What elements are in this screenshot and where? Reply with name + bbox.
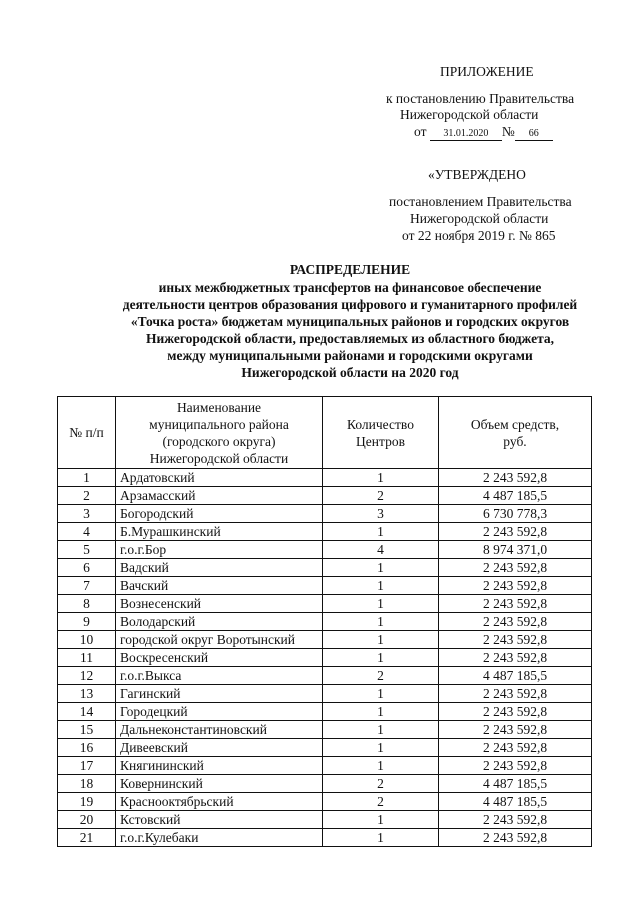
table-row [58, 739, 592, 757]
row-funds-amount: 2 243 592,8 [439, 577, 592, 595]
header-name-line: Наименование [176, 399, 262, 415]
table-body [58, 469, 592, 847]
row-district-name: Вачский [116, 577, 323, 595]
heading-line-2: деятельности центров образования цифрового и гуманитарного профилей [122, 297, 578, 312]
row-district-name: Вадский [116, 559, 323, 577]
row-number: 10 [58, 631, 116, 649]
row-number: 2 [58, 487, 116, 505]
row-funds-amount: 4 487 185,5 [439, 775, 592, 793]
row-funds-amount: 2 243 592,8 [439, 703, 592, 721]
row-funds-amount: 2 243 592,8 [439, 613, 592, 631]
header-name-line: (городского округа) [162, 433, 276, 449]
distribution-table [57, 396, 592, 847]
approved-line2: Нижегородской области [410, 211, 549, 226]
row-centers-count: 1 [323, 721, 439, 739]
row-centers-count: 1 [323, 811, 439, 829]
row-district-name: Дивеевский [116, 739, 323, 757]
from-label: от [414, 124, 427, 139]
row-centers-count: 1 [323, 739, 439, 757]
row-centers-count: 2 [323, 667, 439, 685]
header-count-line: Центров [356, 433, 405, 449]
decree-number: 66 [515, 128, 553, 141]
header-name [116, 397, 323, 469]
row-funds-amount: 2 243 592,8 [439, 559, 592, 577]
table-row [58, 703, 592, 721]
row-number: 15 [58, 721, 116, 739]
row-number: 6 [58, 559, 116, 577]
row-district-name: г.о.г.Выкса [116, 667, 323, 685]
table-row [58, 667, 592, 685]
row-district-name: Вознесенский [116, 595, 323, 613]
table-row [58, 613, 592, 631]
appendix-line1: к постановлению Правительства [386, 91, 575, 106]
row-district-name: г.о.г.Бор [116, 541, 323, 559]
row-district-name: Княгининский [116, 757, 323, 775]
table-row [58, 577, 592, 595]
heading-line-5: между муниципальными районами и городскими округами [167, 348, 533, 363]
table-row [58, 541, 592, 559]
heading-line-3: «Точка роста» бюджетам муниципальных районов и городских округов [130, 314, 570, 329]
row-number: 17 [58, 757, 116, 775]
table-row [58, 721, 592, 739]
table-row [58, 775, 592, 793]
row-number: 8 [58, 595, 116, 613]
row-number: 16 [58, 739, 116, 757]
row-number: 7 [58, 577, 116, 595]
header-name-line: муниципального района [149, 416, 289, 432]
header-sum-line: руб. [503, 433, 527, 449]
row-centers-count: 3 [323, 505, 439, 523]
row-centers-count: 1 [323, 685, 439, 703]
table-row [58, 505, 592, 523]
row-district-name: г.о.г.Кулебаки [116, 829, 323, 847]
header-num: № п/п [58, 397, 116, 469]
table-row [58, 829, 592, 847]
row-funds-amount: 6 730 778,3 [439, 505, 592, 523]
row-funds-amount: 4 487 185,5 [439, 487, 592, 505]
approved-line1: постановлением Правительства [389, 194, 572, 209]
row-funds-amount: 2 243 592,8 [439, 721, 592, 739]
row-centers-count: 4 [323, 541, 439, 559]
table-row [58, 685, 592, 703]
row-district-name: Гагинский [116, 685, 323, 703]
row-number: 1 [58, 469, 116, 487]
row-number: 3 [58, 505, 116, 523]
row-number: 20 [58, 811, 116, 829]
table-row [58, 631, 592, 649]
row-funds-amount: 4 487 185,5 [439, 793, 592, 811]
row-number: 12 [58, 667, 116, 685]
row-funds-amount: 8 974 371,0 [439, 541, 592, 559]
row-funds-amount: 2 243 592,8 [439, 469, 592, 487]
row-funds-amount: 2 243 592,8 [439, 649, 592, 667]
row-funds-amount: 2 243 592,8 [439, 739, 592, 757]
row-district-name: Володарский [116, 613, 323, 631]
row-district-name: Городецкий [116, 703, 323, 721]
row-district-name: Ардатовский [116, 469, 323, 487]
row-district-name: Богородский [116, 505, 323, 523]
row-centers-count: 2 [323, 775, 439, 793]
header-sum [439, 397, 592, 469]
row-funds-amount: 2 243 592,8 [439, 757, 592, 775]
row-centers-count: 1 [323, 631, 439, 649]
row-funds-amount: 2 243 592,8 [439, 685, 592, 703]
approved-title: «УТВЕРЖДЕНО [428, 167, 526, 182]
table-row [58, 487, 592, 505]
heading-line-1: иных межбюджетных трансфертов на финансовое обеспечение [158, 280, 542, 295]
header-count [323, 397, 439, 469]
heading-line-4: Нижегородской области, предоставляемых из областного бюджета, [145, 331, 555, 346]
approved-line3: от 22 ноября 2019 г. № 865 [402, 228, 556, 243]
row-district-name: Кстовский [116, 811, 323, 829]
row-number: 9 [58, 613, 116, 631]
heading-line-6: Нижегородской области на 2020 год [241, 365, 459, 380]
appendix-line2: Нижегородской области [400, 107, 539, 122]
row-centers-count: 2 [323, 793, 439, 811]
header-sum-line: Объем средств, [470, 416, 560, 432]
row-funds-amount: 2 243 592,8 [439, 631, 592, 649]
row-number: 19 [58, 793, 116, 811]
row-number: 14 [58, 703, 116, 721]
appendix-title: ПРИЛОЖЕНИЕ [440, 64, 534, 79]
table-row [58, 595, 592, 613]
row-centers-count: 1 [323, 757, 439, 775]
row-centers-count: 2 [323, 487, 439, 505]
row-centers-count: 1 [323, 577, 439, 595]
row-funds-amount: 2 243 592,8 [439, 811, 592, 829]
table-row [58, 649, 592, 667]
header-name-line: Нижегородской области [149, 450, 289, 466]
appendix-date-line [414, 124, 553, 141]
row-district-name: Арзамасский [116, 487, 323, 505]
row-funds-amount: 4 487 185,5 [439, 667, 592, 685]
row-funds-amount: 2 243 592,8 [439, 523, 592, 541]
row-centers-count: 1 [323, 523, 439, 541]
header-count-line: Количество [347, 416, 414, 432]
table-row [58, 469, 592, 487]
row-centers-count: 1 [323, 649, 439, 667]
distribution-title: РАСПРЕДЕЛЕНИЕ [289, 262, 411, 277]
row-number: 11 [58, 649, 116, 667]
row-number: 5 [58, 541, 116, 559]
table-header-row [58, 397, 592, 469]
row-funds-amount: 2 243 592,8 [439, 595, 592, 613]
number-label: № [501, 124, 515, 139]
row-number: 18 [58, 775, 116, 793]
row-district-name: Краснооктябрьский [116, 793, 323, 811]
row-number: 4 [58, 523, 116, 541]
row-centers-count: 1 [323, 829, 439, 847]
row-district-name: Ковернинский [116, 775, 323, 793]
table-row [58, 559, 592, 577]
decree-date: 31.01.2020 [430, 128, 502, 141]
row-centers-count: 1 [323, 469, 439, 487]
row-funds-amount: 2 243 592,8 [439, 829, 592, 847]
row-district-name: Дальнеконстантиновский [116, 721, 323, 739]
row-district-name: Б.Мурашкинский [116, 523, 323, 541]
table-row [58, 811, 592, 829]
row-centers-count: 1 [323, 703, 439, 721]
row-centers-count: 1 [323, 559, 439, 577]
row-district-name: городской округ Воротынский [116, 631, 323, 649]
table-row [58, 523, 592, 541]
row-centers-count: 1 [323, 595, 439, 613]
row-number: 21 [58, 829, 116, 847]
table-row [58, 757, 592, 775]
row-district-name: Воскресенский [116, 649, 323, 667]
row-centers-count: 1 [323, 613, 439, 631]
row-number: 13 [58, 685, 116, 703]
table-row [58, 793, 592, 811]
